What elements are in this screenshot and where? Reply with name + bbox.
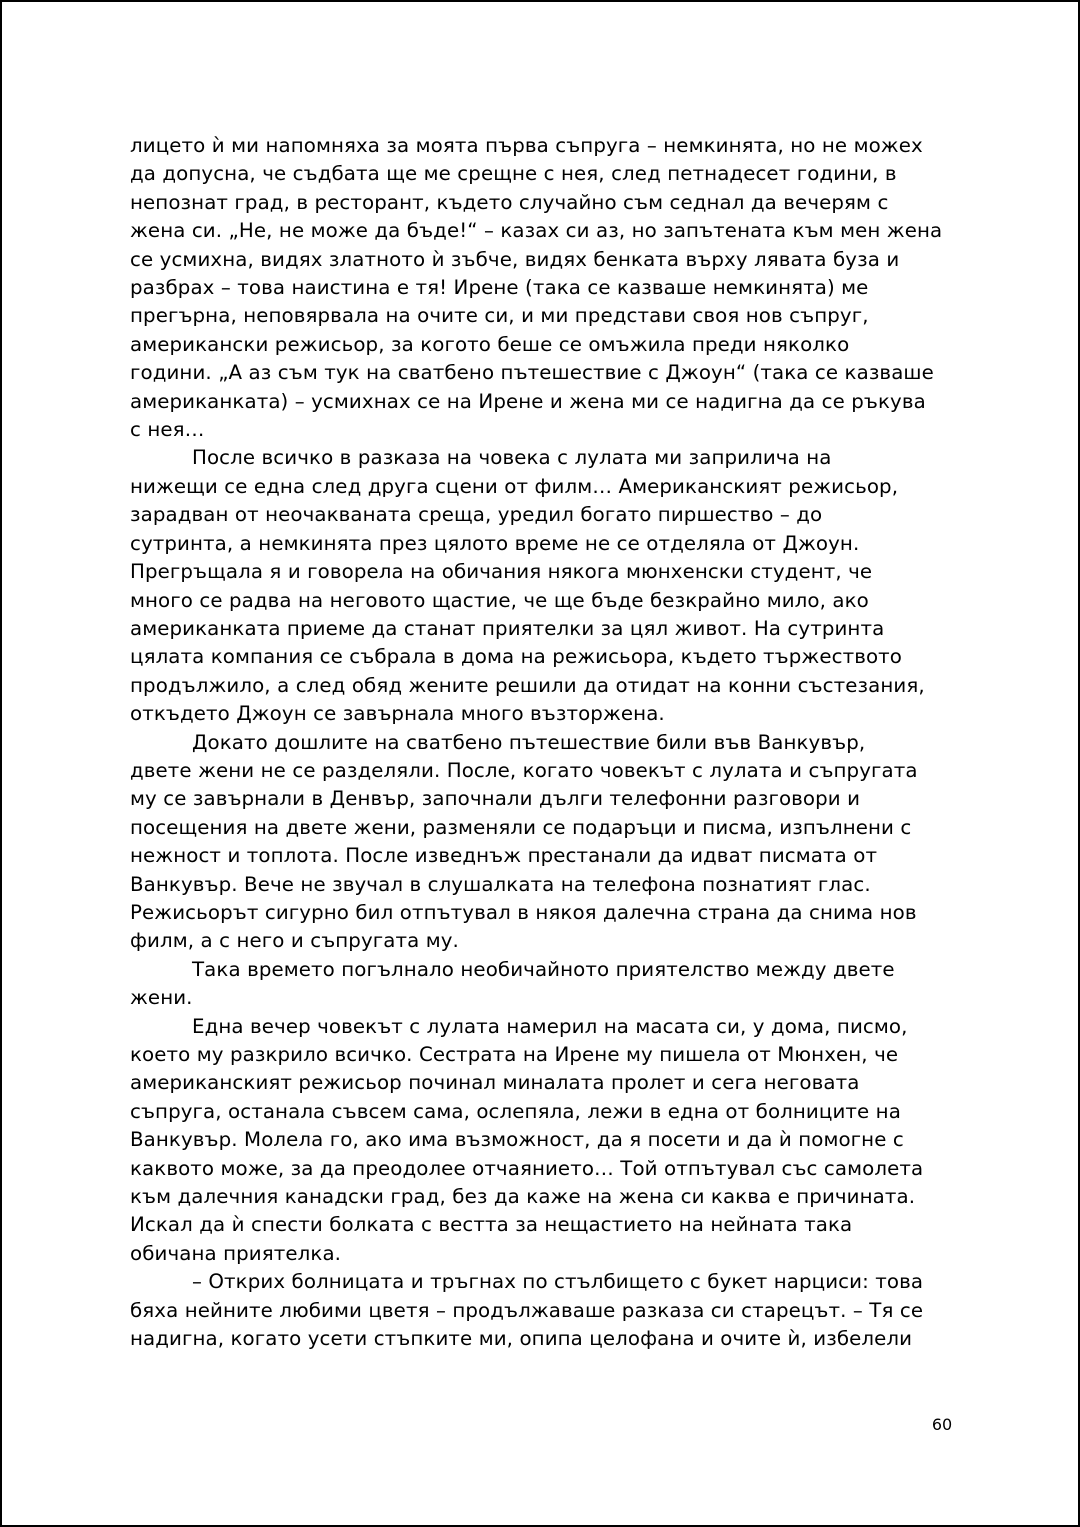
text-line: После всичко в разказа на човека с лулата ми заприлича на — [192, 446, 832, 470]
text-line: Една вечер човекът с лулата намерил на масата си, у дома, писмо, — [192, 1014, 908, 1038]
text-line: зарадван от неочакваната среща, уредил богато пиршество – до — [130, 503, 823, 527]
text-line: му се завърнали в Денвър, започнали дълги телефонни разговори и — [130, 787, 861, 811]
text-line: Докато дошлите на сватбено пътешествие били във Ванкувър, — [192, 730, 866, 754]
text-line: двете жени не се разделяли. После, когато човекът с лулата и съпругата — [130, 758, 918, 782]
text-line: жена си. „Не, не може да бъде!“ – казах си аз, но запътената към мен жена — [130, 219, 943, 243]
page-number: 60 — [931, 1415, 953, 1434]
text-line: Прегръщала я и говорела на обичания някога мюнхенски студент, че — [130, 560, 873, 584]
text-line: с нея… — [130, 418, 205, 442]
text-line: американката приеме да станат приятелки за цял живот. На сутринта — [130, 616, 885, 640]
text-line: американски режисьор, за когото беше се омъжила преди няколко — [130, 332, 850, 356]
text-line: години. „А аз съм тук на сватбено пътешествие с Джоун“ (така се казваше — [130, 361, 934, 385]
body-text — [130, 132, 960, 1353]
text-line: нежност и топлота. После изведнъж престанали да идват писмата от — [130, 844, 878, 868]
text-line: разбрах – това наистина е тя! Ирене (така се казваше немкинята) ме — [130, 276, 869, 300]
text-line: жени. — [130, 986, 193, 1010]
text-line: Така времето погълнало необичайното приятелство между двете — [192, 957, 895, 981]
text-line: непознат град, в ресторант, където случайно съм седнал да вечерям с — [130, 190, 889, 214]
text-line: лицето ѝ ми напомняха за моята първа съпруга – немкинята, но не можех — [130, 134, 923, 157]
text-line: много се радва на неговото щастие, че ще бъде безкрайно мило, ако — [130, 588, 869, 612]
text-line: съпруга, останала съвсем сама, ослепяла, лежи в една от болниците на — [130, 1099, 901, 1123]
text-line: обичана приятелка. — [130, 1241, 342, 1265]
text-line: да допусна, че съдбата ще ме срещне с нея, след петнадесет години, в — [130, 162, 897, 186]
text-line: Ванкувър. Молела го, ако има възможност, да я посети и да ѝ помогне с — [130, 1128, 904, 1152]
text-line: към далечния канадски град, без да каже на жена си каква е причината. — [130, 1185, 916, 1209]
text-line: посещения на двете жени, разменяли се подаръци и писма, изпълнени с — [130, 815, 912, 839]
text-line: бяха нейните любими цветя – продължаваше разказа си старецът. – Тя се — [130, 1298, 924, 1322]
text-line: Режисьорът сигурно бил отпътувал в някоя далечна страна да снима нов — [130, 900, 917, 924]
text-line: филм, а с него и съпругата му. — [130, 929, 459, 953]
text-line: прегърна, неповярвала на очите си, и ми представи своя нов съпруг, — [130, 304, 869, 328]
text-line: – Открих болницата и тръгнах по стълбището с букет нарциси: това — [192, 1270, 924, 1294]
text-line: надигна, когато усети стъпките ми, опипа целофана и очите ѝ, избелели — [130, 1327, 913, 1351]
text-line: Искал да ѝ спести болката с вестта за нещастието на нейната така — [130, 1213, 853, 1237]
text-line: нижещи се една след друга сцени от филм… Американският режисьор, — [130, 474, 899, 498]
text-line: каквото може, за да преодолее отчаянието… Той отпътувал със самолета — [130, 1156, 924, 1180]
text-line: сутринта, а немкинята през цялото време не се отделяла от Джоун. — [130, 531, 860, 555]
text-line: откъдето Джоун се завърнала много възторжена. — [130, 702, 665, 726]
text-line: което му разкрило всичко. Сестрата на Ирене му пишела от Мюнхен, че — [130, 1043, 899, 1066]
text-line: продължило, а след обяд жените решили да отидат на конни състезания, — [130, 673, 925, 697]
text-line: американката) – усмихнах се на Ирене и жена ми се надигна да се ръкува — [130, 389, 926, 413]
text-line: Ванкувър. Вече не звучал в слушалката на телефона познатият глас. — [130, 872, 871, 896]
text-line: цялата компания се събрала в дома на режисьора, където тържеството — [130, 645, 902, 669]
text-line: американският режисьор починал миналата пролет и сега неговата — [130, 1071, 860, 1095]
text-line: се усмихна, видях златното ѝ зъбче, видях бенката върху лявата буза и — [130, 247, 900, 271]
